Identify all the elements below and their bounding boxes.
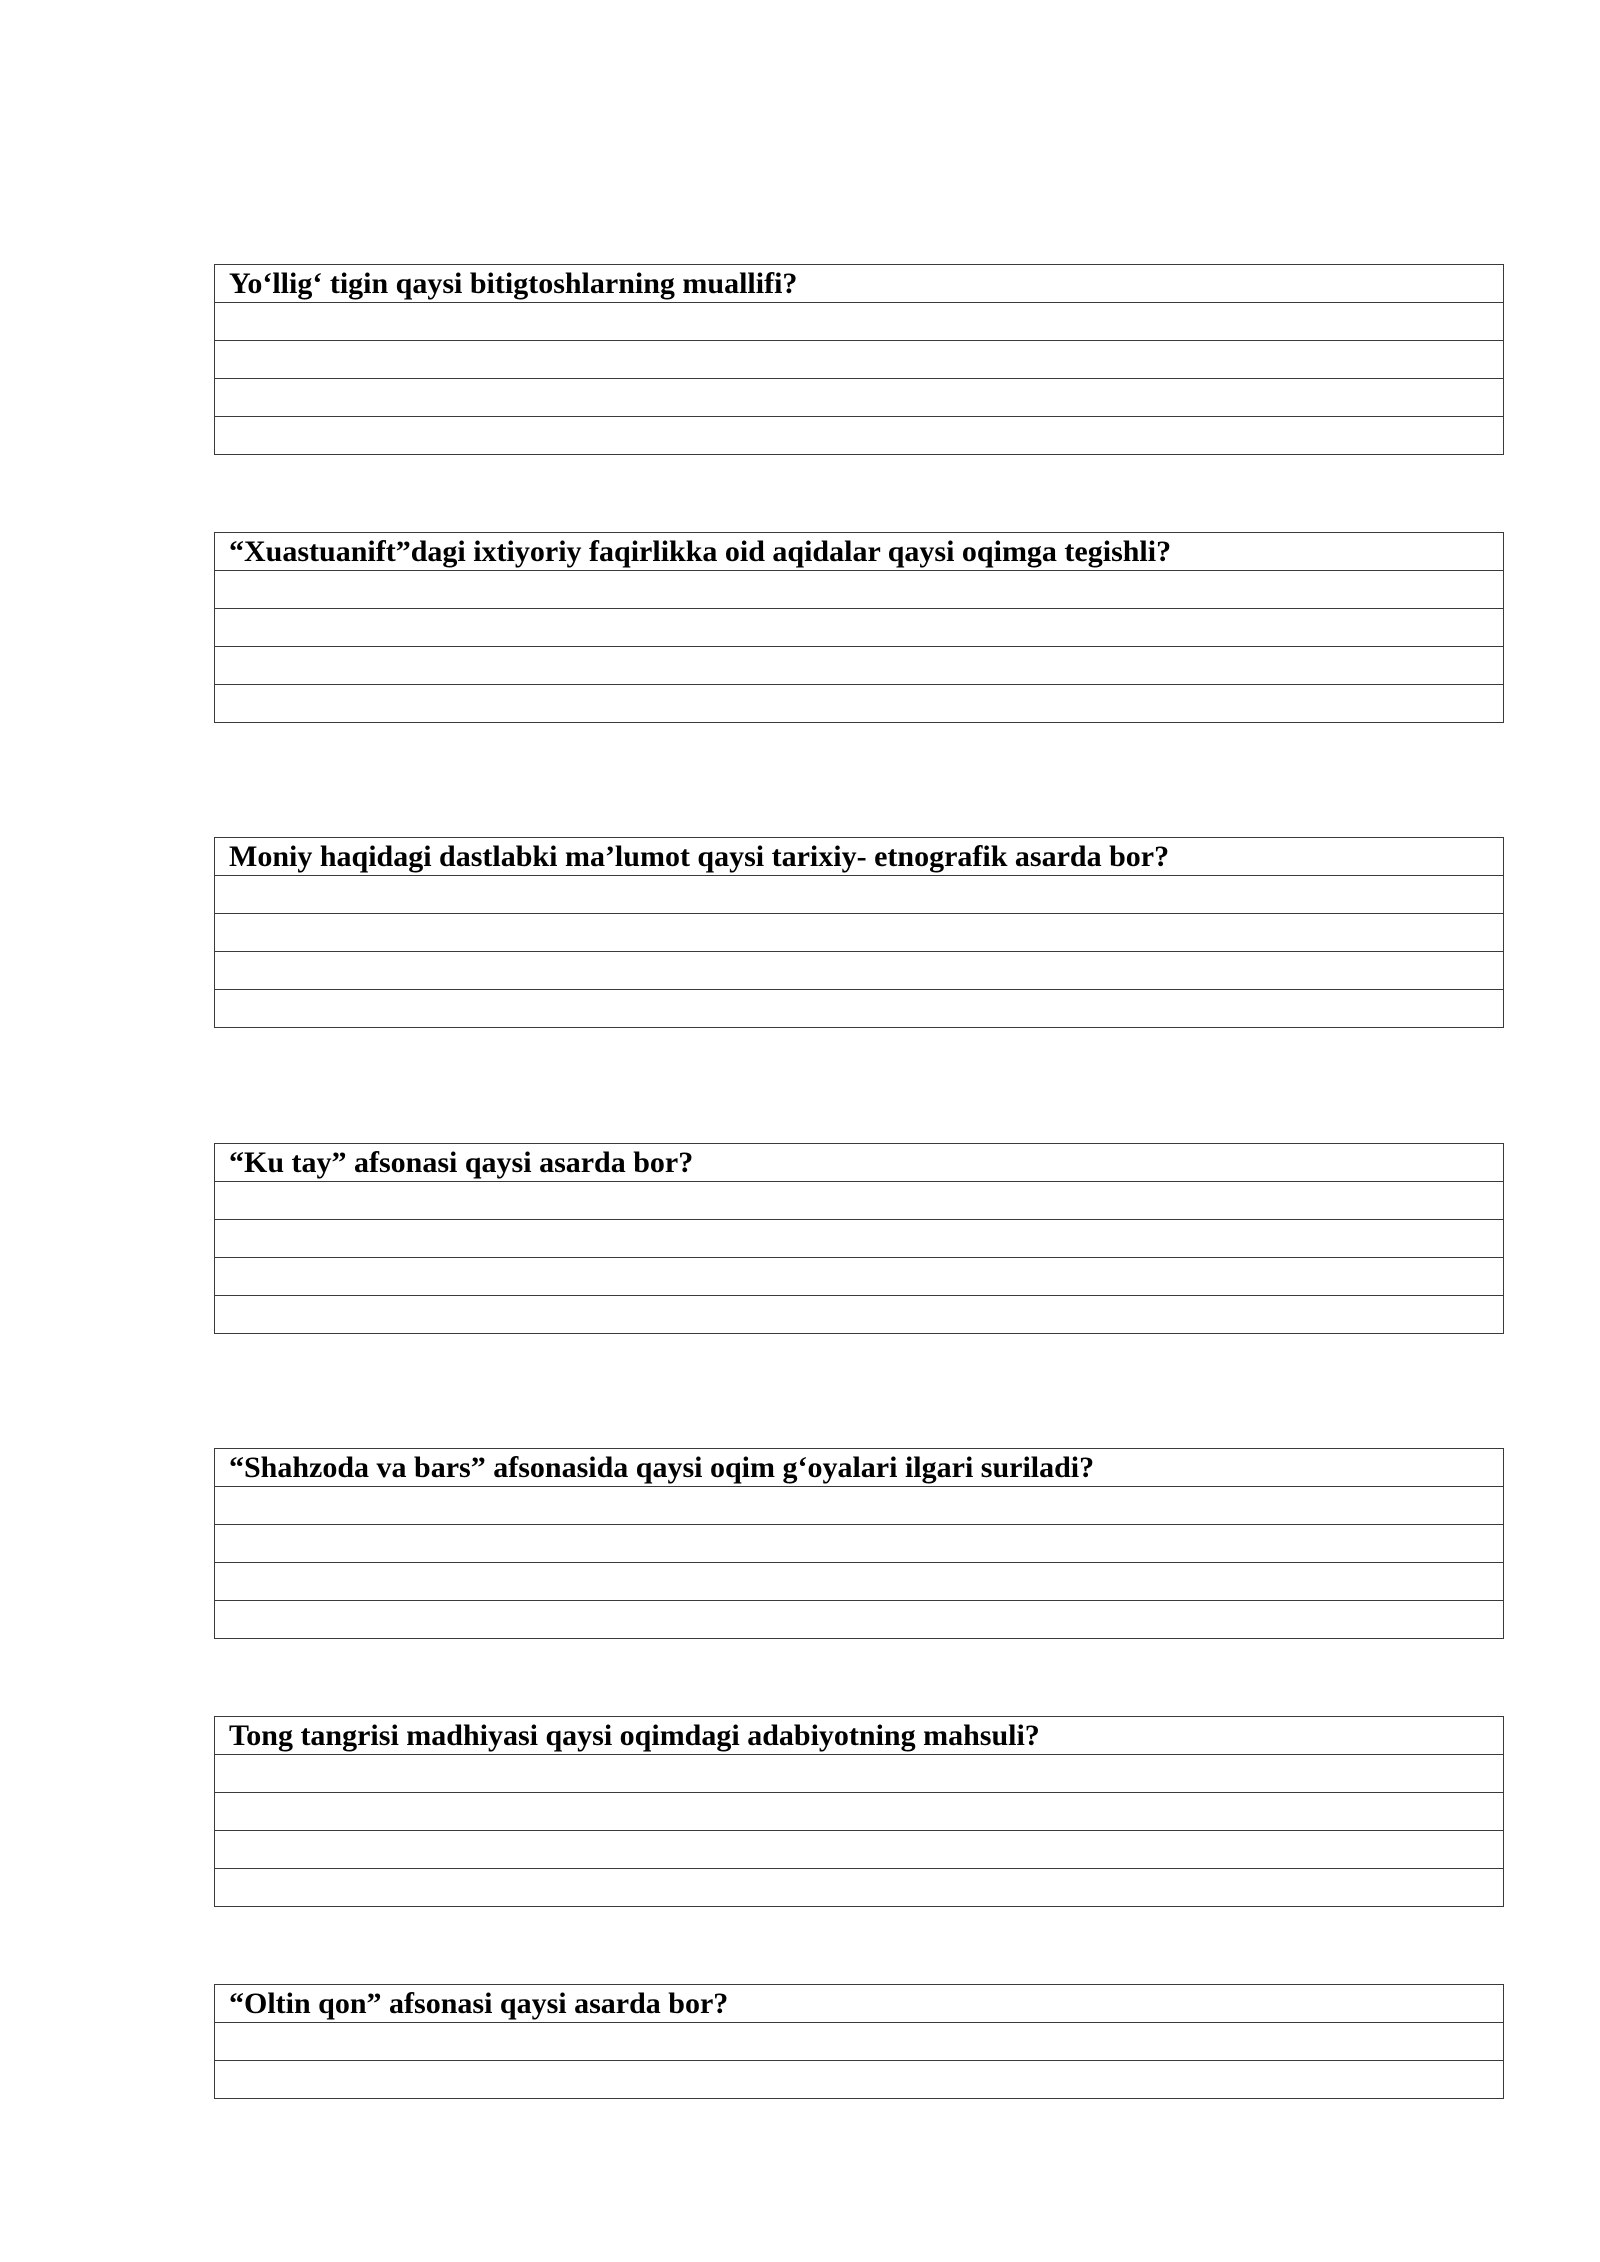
question-table-4	[214, 1143, 1504, 1334]
question-text: Moniy haqidagi dastlabki ma’lumot qaysi tarixiy- etnografik asarda bor?	[215, 838, 1504, 876]
answer-line[interactable]	[215, 1296, 1504, 1334]
question-table-3	[214, 837, 1504, 1028]
question-table-1	[214, 264, 1504, 455]
answer-line[interactable]	[215, 1258, 1504, 1296]
question-text: Yo‘llig‘ tigin qaysi bitigtoshlarning muallifi?	[215, 265, 1504, 303]
question-text: “Xuastuanift”dagi ixtiyoriy faqirlikka oid aqidalar qaysi oqimga tegishli?	[215, 533, 1504, 571]
answer-line[interactable]	[215, 914, 1504, 952]
answer-line[interactable]	[215, 571, 1504, 609]
answer-line[interactable]	[215, 1220, 1504, 1258]
answer-line[interactable]	[215, 647, 1504, 685]
question-text: “Shahzoda va bars” afsonasida qaysi oqim g‘oyalari ilgari suriladi?	[215, 1449, 1504, 1487]
question-table-6	[214, 1716, 1504, 1907]
question-table-7	[214, 1984, 1504, 2099]
question-table-5	[214, 1448, 1504, 1639]
question-text: “Ku tay” afsonasi qaysi asarda bor?	[215, 1144, 1504, 1182]
question-table-2	[214, 532, 1504, 723]
answer-line[interactable]	[215, 341, 1504, 379]
answer-line[interactable]	[215, 1755, 1504, 1793]
answer-line[interactable]	[215, 1793, 1504, 1831]
answer-line[interactable]	[215, 1487, 1504, 1525]
answer-line[interactable]	[215, 1182, 1504, 1220]
answer-line[interactable]	[215, 876, 1504, 914]
question-text: “Oltin qon” afsonasi qaysi asarda bor?	[215, 1985, 1504, 2023]
answer-line[interactable]	[215, 417, 1504, 455]
answer-line[interactable]	[215, 952, 1504, 990]
answer-line[interactable]	[215, 1563, 1504, 1601]
answer-line[interactable]	[215, 379, 1504, 417]
answer-line[interactable]	[215, 303, 1504, 341]
answer-line[interactable]	[215, 1869, 1504, 1907]
answer-line[interactable]	[215, 1831, 1504, 1869]
answer-line[interactable]	[215, 2023, 1504, 2061]
answer-line[interactable]	[215, 990, 1504, 1028]
answer-line[interactable]	[215, 2061, 1504, 2099]
answer-line[interactable]	[215, 609, 1504, 647]
answer-line[interactable]	[215, 1601, 1504, 1639]
question-text: Tong tangrisi madhiyasi qaysi oqimdagi adabiyotning mahsuli?	[215, 1717, 1504, 1755]
answer-line[interactable]	[215, 685, 1504, 723]
answer-line[interactable]	[215, 1525, 1504, 1563]
